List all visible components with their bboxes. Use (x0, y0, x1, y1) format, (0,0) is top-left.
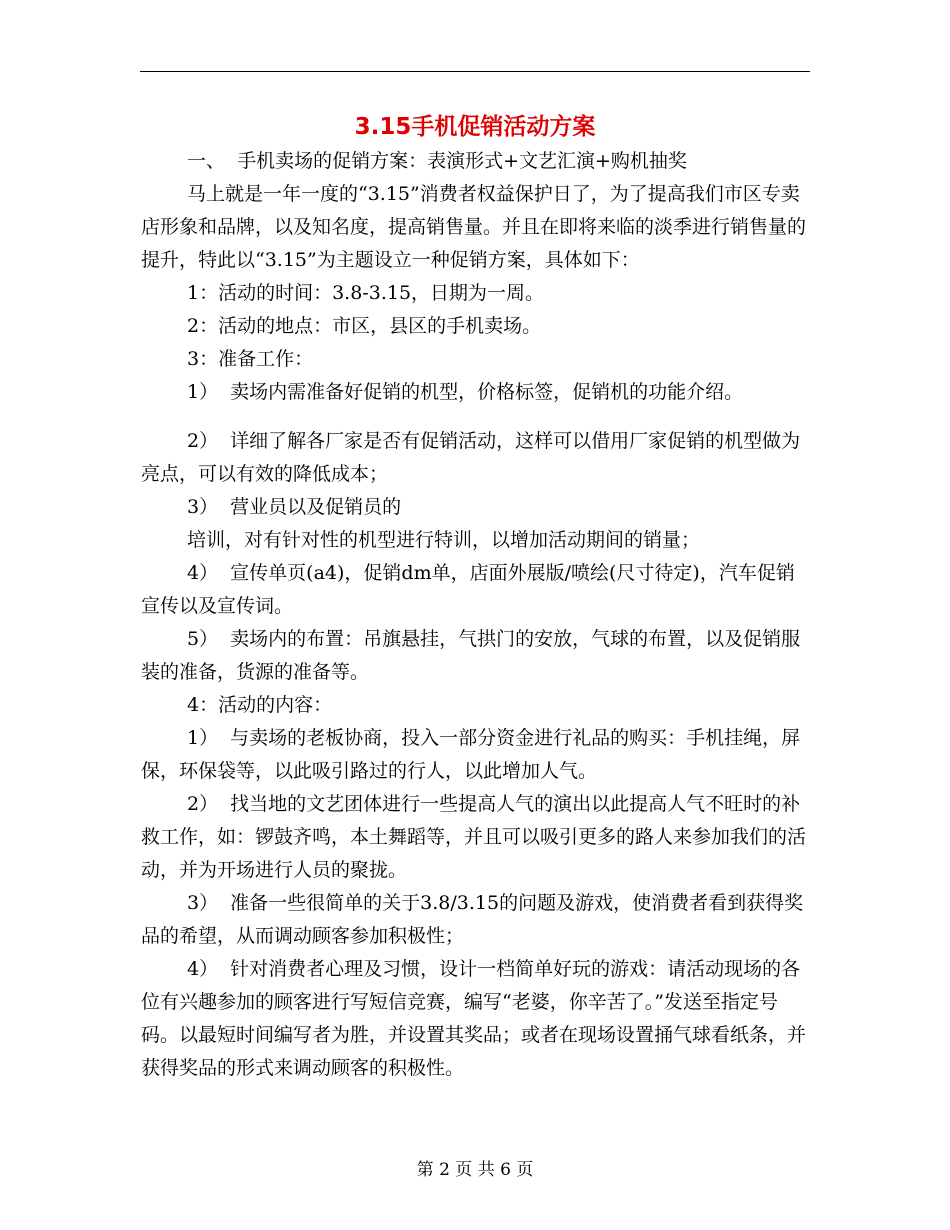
paragraph-content-item-2: 2） 找当地的文艺团体进行一些提高人气的演出以此提高人气不旺时的补救工作，如：锣鼓齐鸣，本土舞蹈等，并且可以吸引更多的路人来参加我们的活动，并为开场进行人员的聚拢。 (141, 793, 807, 881)
page-number-footer: 第 2 页 共 6 页 (416, 1160, 534, 1180)
paragraph-content-item-3: 3） 准备一些很简单的关于3.8/3.15的问题及游戏，使消费者看到获得奖品的希望，从而调动顾客参加积极性； (141, 892, 804, 947)
paragraph-section-heading: 一、 手机卖场的促销方案：表演形式+文艺汇演+购机抽奖 (187, 150, 687, 172)
paragraph-content-heading: 4：活动的内容： (187, 694, 333, 716)
paragraph-activity-time: 1：活动的时间：3.8-3.15，日期为一周。 (187, 282, 545, 304)
document-body (141, 145, 811, 1085)
paragraph-prep-item-3-cont: 培训，对有针对性的机型进行特训，以增加活动期间的销量； (187, 529, 701, 551)
paragraph-content-item-1: 1） 与卖场的老板协商，投入一部分资金进行礼品的购买：手机挂绳，屏保，环保袋等，以此吸引路过的行人，以此增加人气。 (141, 727, 801, 782)
header-rule (140, 71, 810, 72)
paragraph-intro: 马上就是一年一度的“3.15”消费者权益保护日了，为了提高我们市区专卖店形象和品牌，以及知名度，提高销售量。并且在即将来临的淡季进行销售量的提升，特此以“3.15”为主题设立一种促销方案，具体如下： (141, 183, 807, 271)
paragraph-prep-item-5: 5） 卖场内的布置：吊旗悬挂，气拱门的安放，气球的布置，以及促销服装的准备，货源的准备等。 (141, 628, 801, 683)
paragraph-content-item-4: 4） 针对消费者心理及习惯，设计一档简单好玩的游戏：请活动现场的各位有兴趣参加的顾客进行写短信竞赛，编写“老婆，你辛苦了。”发送至指定号码。以最短时间编写者为胜，并设置其奖品；或者在现场设置捅气球看纸条，并获得奖品的形式来调动顾客的积极性。 (141, 958, 807, 1079)
paragraph-prep-item-2: 2） 详细了解各厂家是否有促销活动，这样可以借用厂家促销的机型做为亮点，可以有效的降低成本； (141, 430, 801, 485)
paragraph-prep-item-4: 4） 宣传单页(a4)，促销dm单，店面外展版/喷绘(尺寸待定)，汽车促销宣传以及宣传词。 (141, 562, 795, 617)
paragraph-activity-place: 2：活动的地点：市区，县区的手机卖场。 (187, 315, 542, 337)
paragraph-prep-item-3: 3） 营业员以及促销员的 (187, 496, 402, 518)
paragraph-prep-item-1: 1） 卖场内需准备好促销的机型，价格标签，促销机的功能介绍。 (187, 381, 744, 403)
document-title: 3.15手机促销活动方案 (354, 114, 596, 140)
paragraph-preparation-heading: 3：准备工作： (187, 348, 314, 370)
